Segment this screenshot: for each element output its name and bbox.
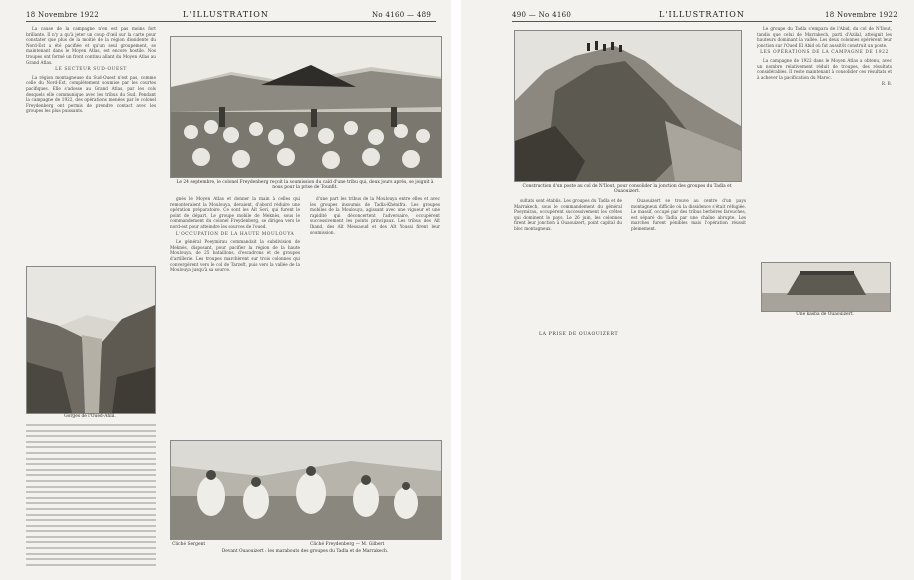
left-section-sud-ouest: LE SECTEUR SUD-OUEST [55,67,127,73]
mountain-post-photo [514,30,742,182]
left-col1-para2: La région montagneuse du Sud-Ouest n'est pas, comme celle du Nord-Est, complètement soumise par les courtes pacifiques. Elle s'adosse au Grand Atlas, par les cols desquels elle communique avec les tribus du Sud. Pendant la campagne de 1922, des opérations menées par le colonel Freydenberg ont permis de prendre contact avec les groupes les plus puissants. [26,74,156,114]
crowd-photo [170,36,442,178]
mountain-post-caption: Construction d'un poste au col de N'Ilout, pour consolider la jonction des groupes du Tadla et Ouaouizert. [522,184,732,195]
left-col2-text [170,196,300,434]
right-col2-text [631,198,746,340]
right-header-title: L'ILLUSTRATION [659,10,745,19]
right-section-campaign: LES OPÉRATIONS DE LA CAMPAGNE DE 1922 [760,50,889,56]
right-section-ouaouizert: LA PRISE DE OUAOUIZERT [539,332,619,337]
gorge-caption: Gorges de l'Oued-Ahlil. [64,414,116,419]
marabouts-credit-left: Cliché Sergent [172,542,206,547]
marabouts-photo [170,440,442,540]
left-col2-para1: gnés le Moyen Atlas et donner la main à celles qui remonteraient la Moulouya, devaient, d'abord réduire une opération préparatoire. Ce sont les Aït Seri, qui furent le point de départ. Le groupe mobile de Meknès, sous le commandement du colonel Freydenberg, se dirigea vers le nord-est pour atteindre les sources de l'oued. [170,196,300,229]
page-gutter [451,0,461,580]
kasba-illustration [762,263,890,311]
kasba-photo [761,262,891,312]
right-col3-para2: La campagne de 1922 dans le Moyen Atlas a obtenu, avec un nombre relativement réduit de troupes, des résultats considérables. Il reste maintenant à consolider ces résultats et à achever la pacification du Maroc. [757,57,892,80]
crowd-illustration [171,37,441,177]
left-col3-para1: d'une part les tribus de la Moulouya entre elles et avec les groupes insoumis de Tadla-Khénifra. Les groupes mobiles de la Moulouya, agissant avec une vigueur et une rapidité qui déconcertent l'adversaire, occupèrent successivement les points principaux. Les tribus des Aït Ihand, des Aït Messaoud et des Aït Youssi firent leur soumission. [310,196,440,235]
marabouts-caption: Devant Ouaouizert : les marabouts des groupes du Tadla et de Marrakech. [221,549,389,554]
marabouts-credit-right: Cliché Freydenberg — M. Gilbert [310,542,385,547]
right-col1-para1: sultats sont établis. Les groupes du Tadla et de Marrakech, sous le commandement du général Poeymirau, occupèrent successivement les crêtes qui dominent le pays. Le 26 juin, les colonnes firent leur jonction à Ouaouizert, point capital du bloc montagneux. [514,198,622,231]
right-header-rule [512,21,892,22]
left-col1-para1: La cause de la campagne n'en est pas moins fort brillante. Il n'y a qu'à jeter un coup d'œil sur la carte pour constater que plus de la moitié de la région dissidente du Nord-Est a été pacifiée et qu'un seul groupement, se maintenant dans le Moyen Atlas, est encore hostile. Nos troupes ont formé un front continu allant du Moyen Atlas au Grand Atlas. [26,26,156,65]
marabouts-illustration [171,441,441,539]
crowd-caption: Le 24 septembre, le colonel Freydenberg reçoit la soumission du caïd d'une tribu qui, deux jours après, se joignit à nous pour la prise de Tounfit. [176,180,434,191]
left-header-issue: No 4160 — 489 [372,11,432,19]
gorge-illustration [27,267,155,413]
left-header-rule [26,21,436,22]
right-page [461,0,914,580]
left-col3-text [310,196,440,434]
right-col3-para1: Le groupe du Tadla s'empara de l'Abid, du col de N'Ilout, tandis que celui de Marrakech, parti d'Azilal, atteignit les hauteurs dominant la vallée. Les deux colonnes opérèrent leur jonction sur l'Oued El Abid où fut aussitôt construit un poste. [757,26,892,48]
kasba-caption: Une kasba de Ouaouizert. [796,312,854,317]
mountain-post-illustration [515,31,741,181]
right-col3-text [757,26,892,244]
right-header-date: 18 Novembre 1922 [825,11,899,19]
right-header-issue: 490 — No 4160 [512,11,572,19]
left-page [0,0,451,580]
left-col1-bottom-text [26,424,156,570]
left-col2-para2: Le général Poeymirau commandait la subdivision de Meknès, disposant, pour pacifier la région de la haute Moulouya, de 25 bataillons, d'escadrons et de groupes d'artillerie. Les troupes marchèrent sur trois colonnes qui convergèrent vers le col de Tarzeft, puis vers la vallée de la Moulouya jusqu'à sa source. [170,239,300,273]
right-signature: R. B. [881,81,892,87]
left-col1-text [26,26,156,264]
left-header-title: L'ILLUSTRATION [183,10,269,19]
left-section-haute-moulouya: L'OCCUPATION DE LA HAUTE MOULOUYA [175,231,295,237]
right-col1-text [514,198,622,330]
gorge-photo [26,266,156,414]
left-header-date: 18 Novembre 1922 [26,11,100,19]
right-col2-para1: Ouaouizert se trouve au centre d'un pays montagneux difficile où la dissidence s'était réfugiée. Le massif, occupé par des tribus berbères farouches, est séparé du Tadla par une chaîne abrupte. Les marches furent pénibles mais l'opération réussit pleinement. [631,198,746,231]
